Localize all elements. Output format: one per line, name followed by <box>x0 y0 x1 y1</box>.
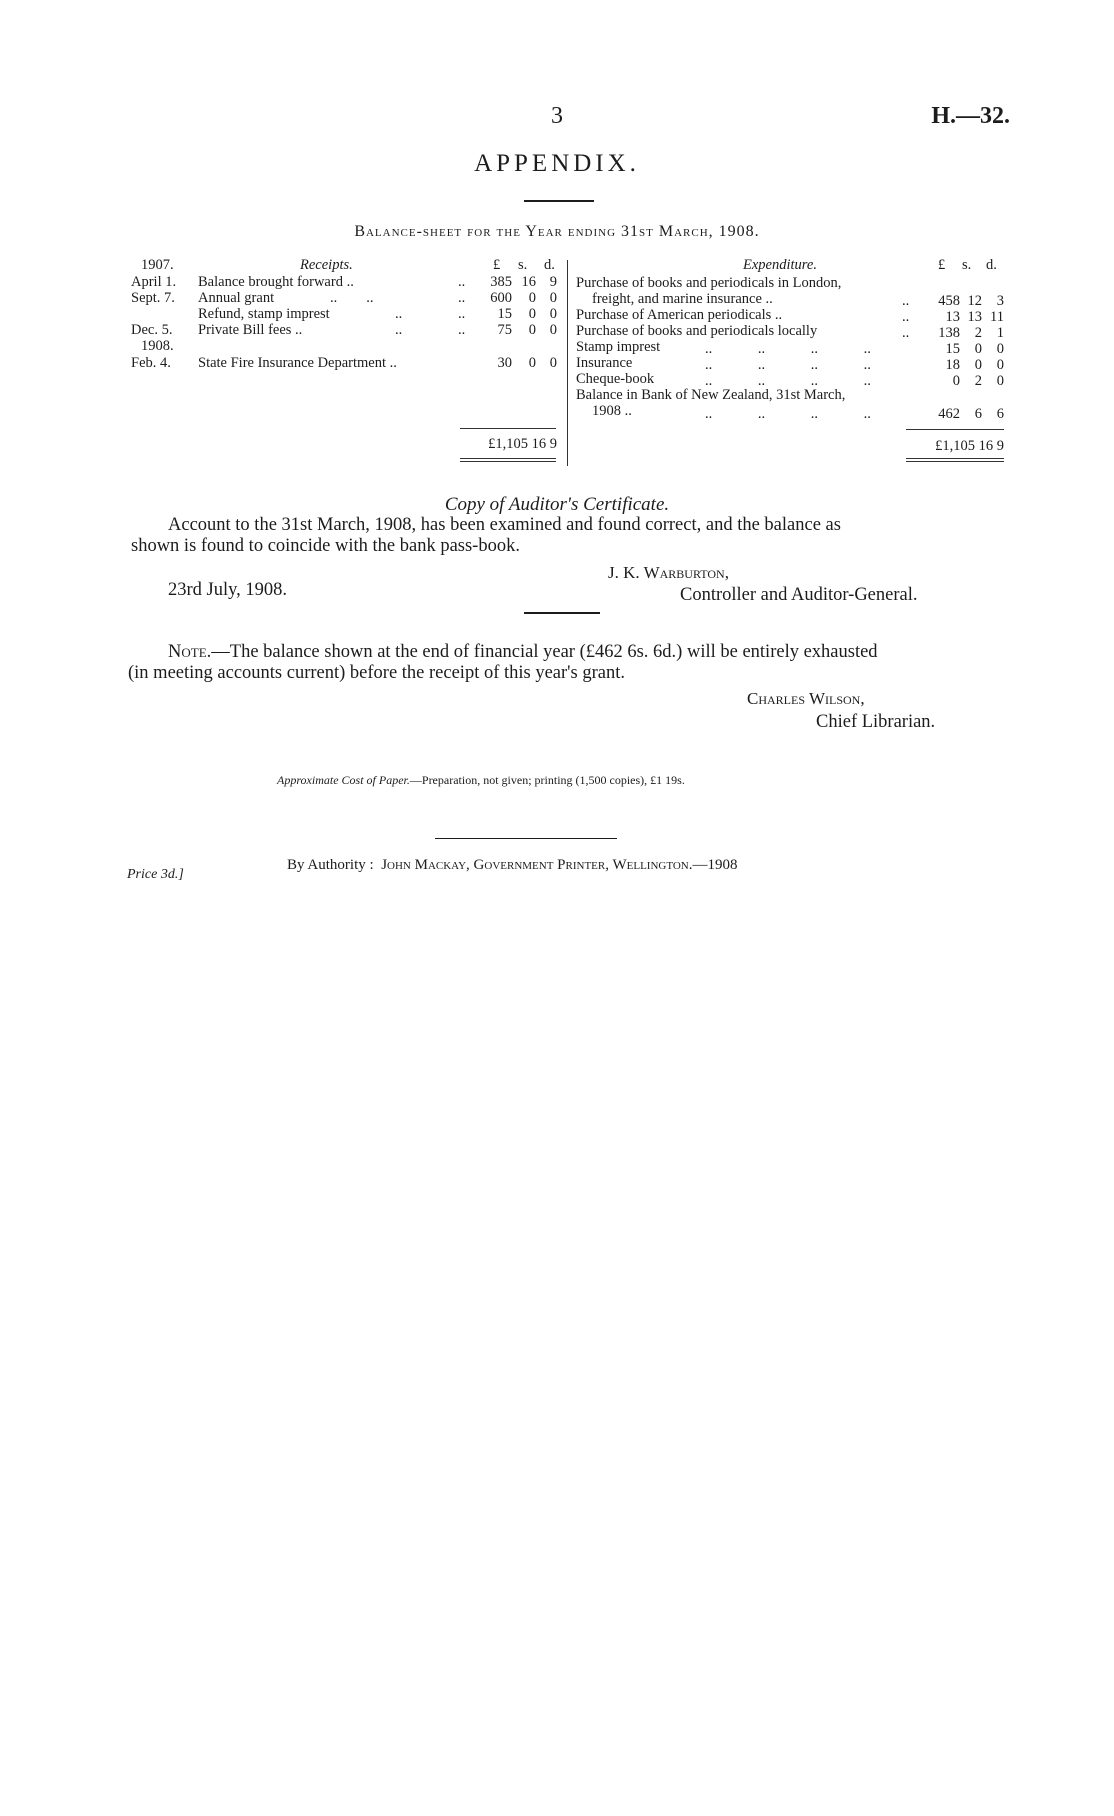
receipt-dots: .. <box>395 322 403 338</box>
receipt-pence: 0 <box>549 290 557 306</box>
footer-rule <box>435 838 617 839</box>
cost-label: Approximate Cost of Paper. <box>277 773 410 787</box>
receipt-date: Feb. 4. <box>131 355 171 371</box>
note-label: Note. <box>168 642 212 662</box>
receipt-description: Balance brought forward .. <box>198 274 354 290</box>
ledger-divider <box>567 260 568 466</box>
expenditure-pence: 0 <box>996 341 1004 357</box>
page-number: 3 <box>551 103 563 129</box>
expenditure-shillings: 13 <box>967 309 982 325</box>
balance-sheet-subtitle: Balance-sheet for the Year ending 31st March, 1908. <box>354 223 760 240</box>
receipt-description: Private Bill fees .. <box>198 322 303 338</box>
certificate-signer: J. K. Warburton, <box>608 563 729 582</box>
expenditure-pounds: 138 <box>938 325 960 341</box>
expenditure-description: Purchase of American periodicals .. <box>576 307 783 323</box>
appendix-title: APPENDIX. <box>474 150 640 177</box>
certificate-signer-title: Controller and Auditor-General. <box>680 585 918 605</box>
receipts-pence-header: d. <box>544 257 555 273</box>
expenditure-total-double-rule <box>906 458 1004 459</box>
expenditure-description: Purchase of books and periodicals locally <box>576 323 818 339</box>
receipt-pounds: 600 <box>490 290 512 306</box>
expenditure-dots: .. <box>902 309 910 325</box>
expenditure-total-rule <box>906 429 1004 430</box>
note-signer-title: Chief Librarian. <box>816 712 936 732</box>
receipt-shillings: 0 <box>528 290 536 306</box>
cost-line <box>277 773 685 788</box>
receipt-description: State Fire Insurance Department .. <box>198 355 397 371</box>
receipt-dots: .. <box>458 306 466 322</box>
expenditure-pence: 0 <box>996 357 1004 373</box>
expenditure-pounds-header: £ <box>938 257 946 273</box>
note-text-continued: (in meeting accounts current) before the receipt of this year's grant. <box>128 663 625 683</box>
expenditure-shillings: 2 <box>974 325 982 341</box>
expenditure-description-continued: 1908 .. <box>592 403 632 419</box>
receipt-date: April 1. <box>131 274 177 290</box>
expenditure-dots: .. .. .. .. <box>705 406 871 422</box>
expenditure-pounds: 15 <box>945 341 960 357</box>
note-text <box>168 642 878 663</box>
title-rule <box>524 200 594 202</box>
expenditure-pounds: 462 <box>938 406 960 422</box>
document-reference: H.—32. <box>931 103 1010 129</box>
receipt-pence: 9 <box>549 274 557 290</box>
receipts-shillings-header: s. <box>518 257 528 273</box>
receipt-pounds: 75 <box>497 322 512 338</box>
expenditure-shillings: 0 <box>974 341 982 357</box>
receipt-pence: 0 <box>549 355 557 371</box>
receipt-pounds: 30 <box>497 355 512 371</box>
expenditure-description-continued: freight, and marine insurance .. <box>592 291 773 307</box>
expenditure-shillings: 12 <box>967 293 982 309</box>
note-body: —The balance shown at the end of financial year (£462 6s. 6d.) will be entirely exhausted <box>211 642 878 662</box>
receipt-shillings: 0 <box>528 306 536 322</box>
expenditure-pence: 11 <box>990 309 1004 325</box>
expenditure-description: Cheque-book <box>576 371 655 387</box>
section-rule <box>524 612 600 614</box>
expenditure-shillings: 0 <box>974 357 982 373</box>
expenditure-pounds: 18 <box>945 357 960 373</box>
receipts-heading: Receipts. <box>300 257 353 273</box>
expenditure-pence: 0 <box>996 373 1004 389</box>
authority-label: By Authority : <box>287 857 374 873</box>
expenditure-description: Insurance <box>576 355 633 371</box>
receipt-date: Sept. 7. <box>131 290 175 306</box>
receipt-shillings: 0 <box>528 355 536 371</box>
receipt-description: Annual grant <box>198 290 275 306</box>
receipt-pounds: 385 <box>490 274 512 290</box>
receipt-description: Refund, stamp imprest <box>198 306 330 322</box>
printer-imprint: John Mackay, Government Printer, Wellington.—1908 <box>381 857 738 873</box>
expenditure-description: Balance in Bank of New Zealand, 31st March, <box>576 387 846 403</box>
receipt-dots: .. <box>395 306 403 322</box>
expenditure-dots: .. .. .. .. <box>705 341 871 357</box>
certificate-date: 23rd July, 1908. <box>168 580 288 600</box>
certificate-text-continued: shown is found to coincide with the bank pass-book. <box>131 536 520 556</box>
receipts-total: £1,105 16 9 <box>488 436 557 452</box>
expenditure-pounds: 13 <box>945 309 960 325</box>
expenditure-shillings: 2 <box>974 373 982 389</box>
expenditure-total-double-rule <box>906 461 1004 462</box>
price: Price 3d.] <box>127 867 184 882</box>
expenditure-shillings-header: s. <box>962 257 972 273</box>
expenditure-pence: 3 <box>996 293 1004 309</box>
receipt-pence: 0 <box>549 322 557 338</box>
receipt-shillings: 16 <box>521 274 536 290</box>
receipt-pounds: 15 <box>497 306 512 322</box>
expenditure-dots: .. .. .. .. <box>705 373 871 389</box>
expenditure-dots: .. .. .. .. <box>705 357 871 373</box>
receipts-total-double-rule <box>460 461 556 462</box>
receipts-year: 1907. <box>141 257 174 273</box>
receipt-dots: .. .. <box>330 290 374 306</box>
receipt-date: Dec. 5. <box>131 322 173 338</box>
receipt-dots: .. <box>458 274 466 290</box>
expenditure-dots: .. <box>902 293 910 309</box>
certificate-text: Account to the 31st March, 1908, has been examined and found correct, and the balance as <box>168 515 841 535</box>
receipt-pence: 0 <box>549 306 557 322</box>
cost-text: —Preparation, not given; printing (1,500 copies), £1 19s. <box>409 773 685 787</box>
expenditure-description: Stamp imprest <box>576 339 661 355</box>
receipts-total-double-rule <box>460 458 556 459</box>
receipt-shillings: 0 <box>528 322 536 338</box>
expenditure-description: Purchase of books and periodicals in London, <box>576 275 842 291</box>
receipts-pounds-header: £ <box>493 257 501 273</box>
receipt-dots: .. <box>458 290 466 306</box>
receipt-year: 1908. <box>141 338 174 354</box>
expenditure-heading: Expenditure. <box>743 257 817 273</box>
receipts-total-rule <box>460 428 556 429</box>
expenditure-pence: 1 <box>996 325 1004 341</box>
expenditure-pence: 6 <box>996 406 1004 422</box>
expenditure-pounds: 458 <box>938 293 960 309</box>
authority-line <box>287 857 738 874</box>
expenditure-pounds: 0 <box>952 373 960 389</box>
receipt-dots: .. <box>458 322 466 338</box>
expenditure-total: £1,105 16 9 <box>935 438 1004 454</box>
certificate-title: Copy of Auditor's Certificate. <box>444 494 670 515</box>
note-signer: Charles Wilson, <box>747 689 865 708</box>
expenditure-dots: .. <box>902 325 910 341</box>
expenditure-shillings: 6 <box>974 406 982 422</box>
expenditure-pence-header: d. <box>986 257 997 273</box>
